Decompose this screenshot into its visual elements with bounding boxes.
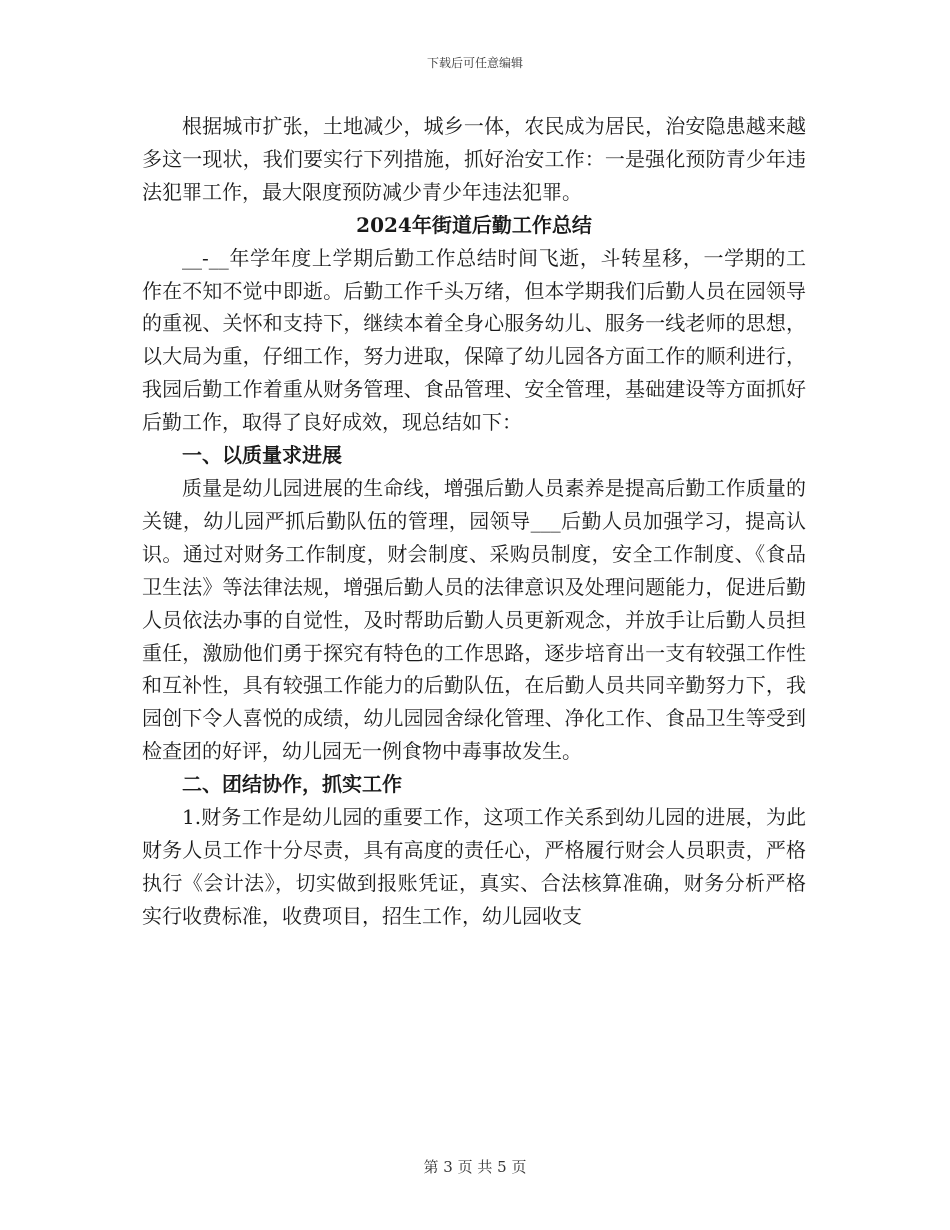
body-paragraph-3: 1.财务工作是幼儿园的重要工作，这项工作关系到幼儿园的进展，为此财务人员工作十分尽责，具有高度的责任心，严格履行财会人员职责，严格执行《会计法》，切实做到报账凭证，真实、合法核算准确，财务分析严格实行收费标准，收费项目，招生工作，幼儿园收支 [142, 805, 806, 928]
section-heading-2: 二、团结协作，抓实工作 [182, 772, 402, 797]
page-header-note: 下载后可任意编辑 [426, 56, 523, 70]
document-body [142, 110, 806, 933]
section-heading-1: 一、以质量求进展 [182, 443, 342, 468]
body-paragraph-1: __-__年学年度上学期后勤工作总结时间飞逝，斗转星移，一学期的工作在不知不觉中即逝。后勤工作千头万绪，但本学期我们后勤人员在园领导的重视、关怀和支持下，继续本着全身心服务幼儿、服务一线老师的思想，以大局为重，仔细工作，努力进取，保障了幼儿园各方面工作的顺利进行，我园后勤工作着重从财务管理、食品管理、安全管理，基础建设等方面抓好后勤工作，取得了良好成效，现总结如下： [142, 245, 806, 435]
intro-paragraph: 根据城市扩张，土地减少，城乡一体，农民成为居民，治安隐患越来越多这一现状，我们要实行下列措施，抓好治安工作：一是强化预防青少年违法犯罪工作，最大限度预防减少青少年违法犯罪。 [142, 114, 806, 204]
document-title: 2024年街道后勤工作总结 [356, 212, 592, 237]
body-paragraph-2: 质量是幼儿园进展的生命线，增强后勤人员素养是提高后勤工作质量的关键，幼儿园严抓后勤队伍的管理，园领导___后勤人员加强学习，提高认识。通过对财务工作制度，财会制度、采购员制度，安全工作制度、《食品卫生法》等法律法规，增强后勤人员的法律意识及处理问题能力，促进后勤人员依法办事的自觉性，及时帮助后勤人员更新观念，并放手让后勤人员担重任，激励他们勇于探究有特色的工作思路，逐步培育出一支有较强工作性和互补性，具有较强工作能力的后勤队伍，在后勤人员共同辛勤努力下，我园创下令人喜悦的成绩，幼儿园园舍绿化管理、净化工作、食品卫生等受到检查团的好评，幼儿园无一例食物中毒事故发生。 [142, 475, 806, 764]
page-number-footer: 第 3 页 共 5 页 [423, 1158, 527, 1176]
